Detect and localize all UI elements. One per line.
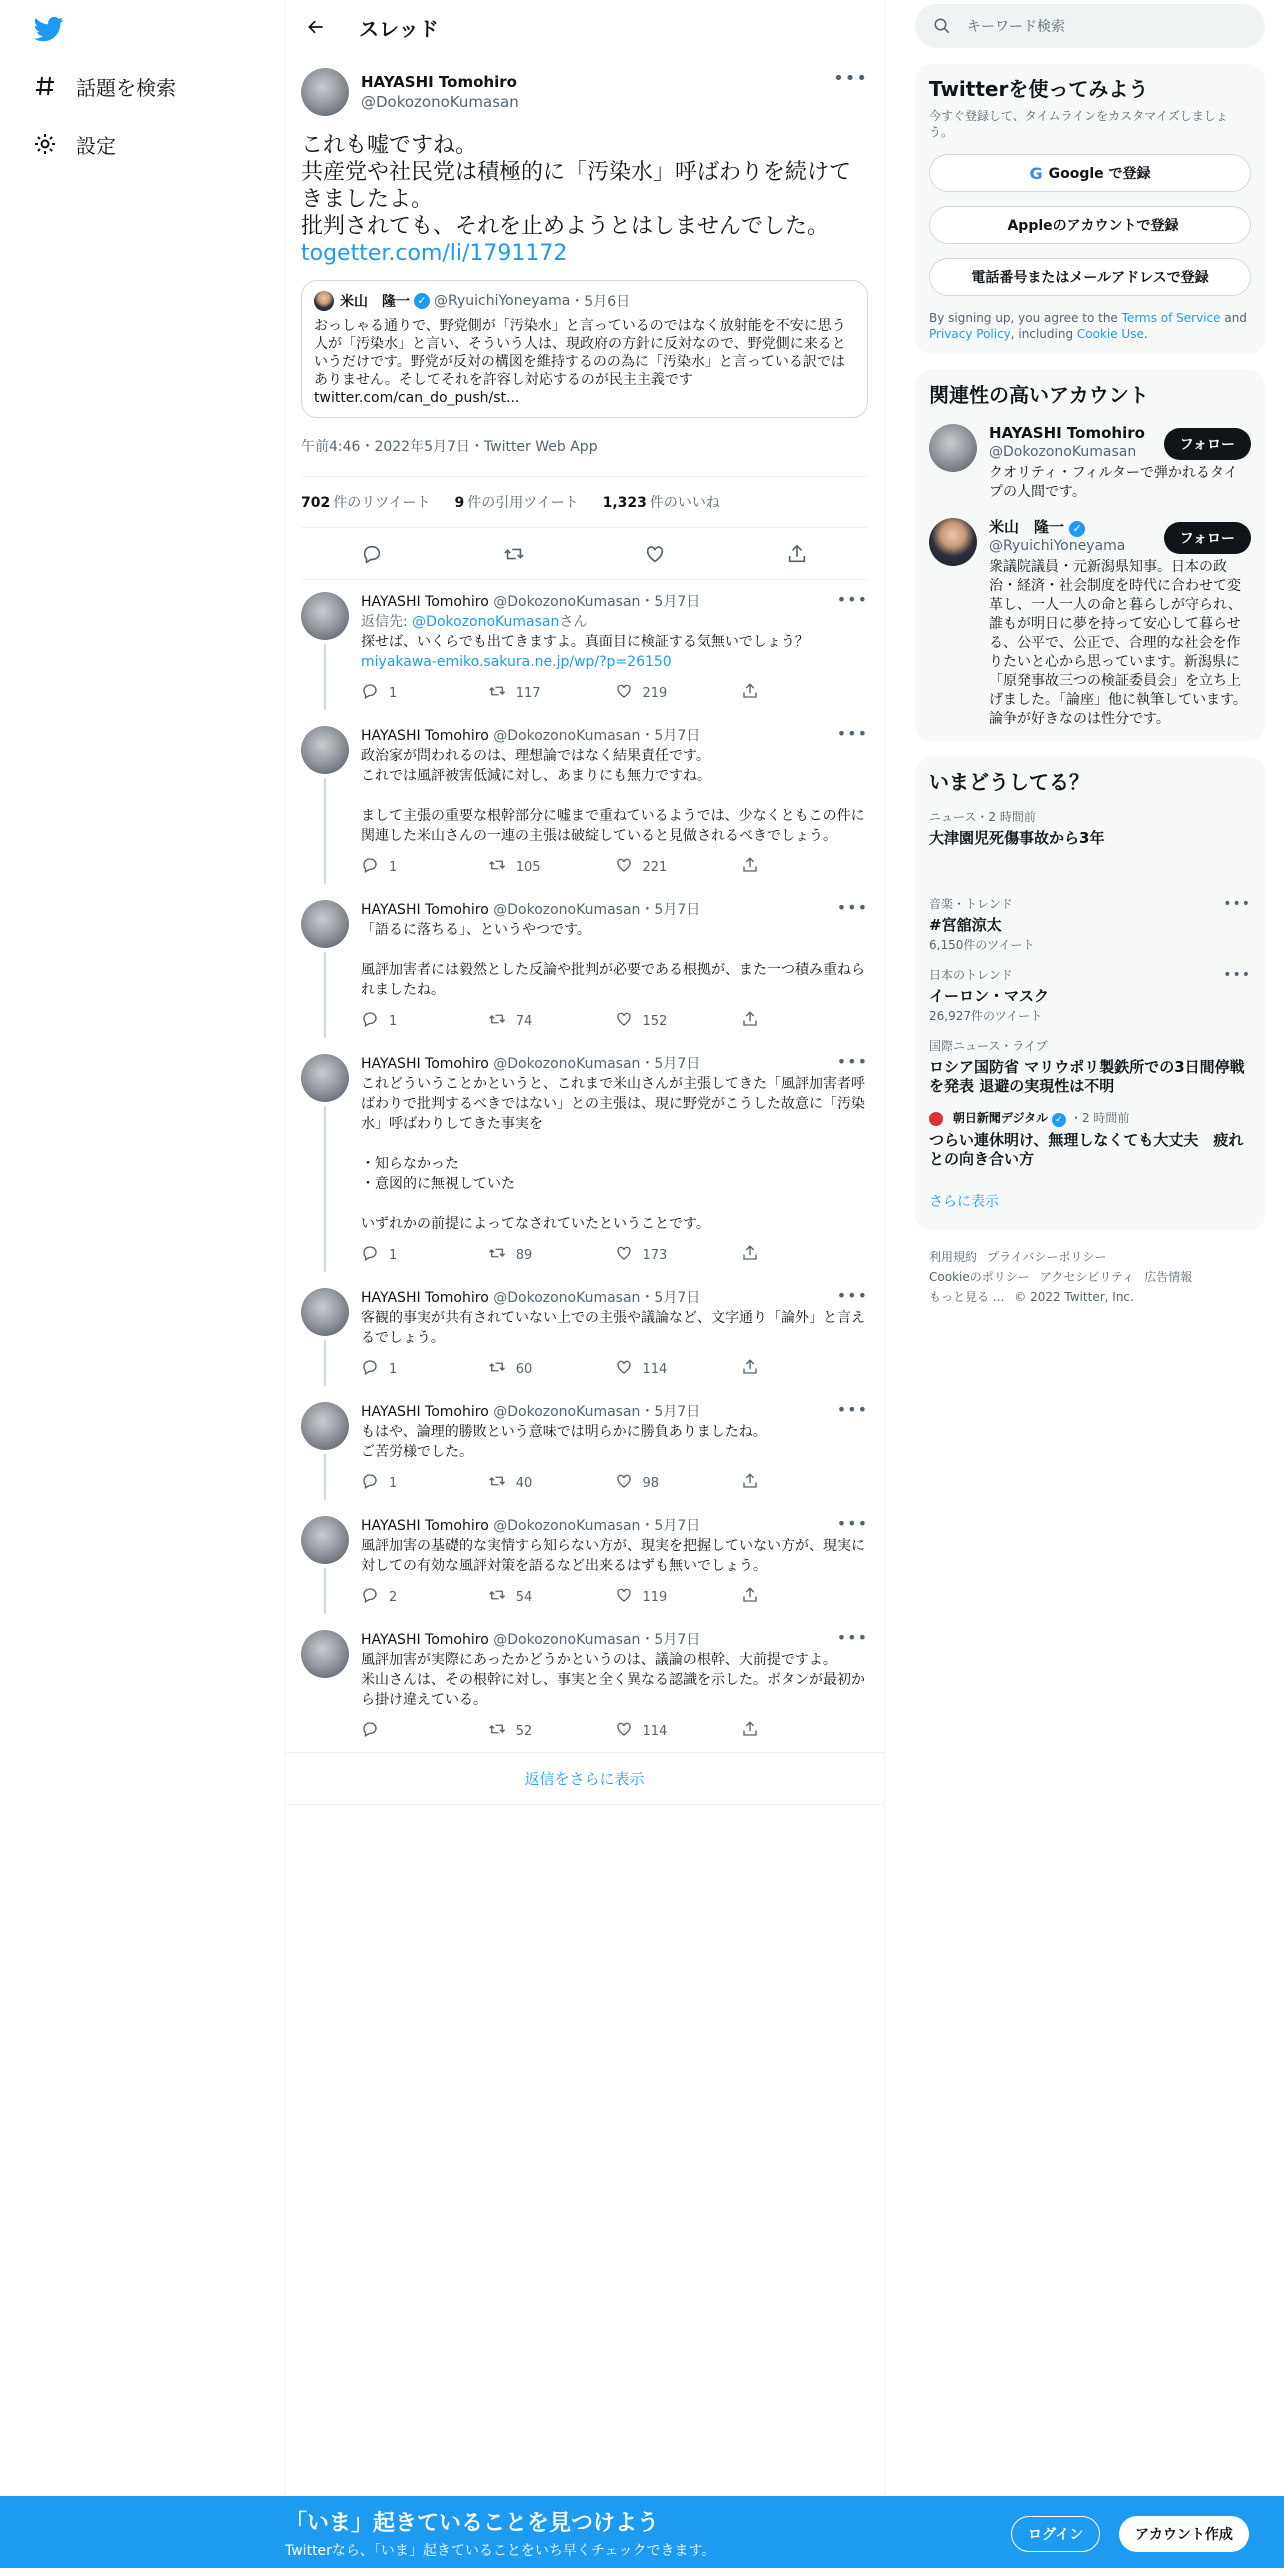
like-count[interactable]: 1,323 件のいいね <box>602 495 720 511</box>
tweet-actions <box>301 528 868 580</box>
google-icon: G <box>1029 163 1043 183</box>
nav-settings-label: 設定 <box>76 133 116 158</box>
like-button[interactable]: 219 <box>615 682 742 707</box>
thread-line <box>324 1568 326 1614</box>
share-icon[interactable] <box>782 539 812 569</box>
related-title: 関連性の高いアカウント <box>929 383 1149 407</box>
reply-tweet[interactable] <box>285 580 884 714</box>
reply-tweet[interactable] <box>285 714 884 888</box>
like-icon <box>615 1244 643 1269</box>
retweet-icon <box>488 682 516 707</box>
trend-item[interactable]: 日本のトレンド イーロン・マスク 26,927件のツイート ••• <box>929 967 1251 1023</box>
more-options-icon[interactable]: ••• <box>1223 896 1251 912</box>
author-name[interactable]: HAYASHI Tomohiro <box>361 1404 489 1420</box>
reply-header <box>361 1054 868 1074</box>
nav-explore[interactable] <box>32 66 176 106</box>
trend-item[interactable]: 朝日新聞デジタル ✓ ・2 時間前 つらい連休明け、無理しなくても大丈夫 疲れとの向き合い方 <box>929 1111 1244 1168</box>
more-options-icon[interactable]: ••• <box>836 1514 868 1533</box>
terms-link[interactable]: Terms of Service <box>1121 311 1221 325</box>
main-column <box>285 0 885 2568</box>
reply-button[interactable]: 2 <box>361 1586 488 1611</box>
trends-title: いまどうしてる？ <box>929 770 1089 794</box>
like-icon <box>615 682 643 707</box>
avatar[interactable] <box>301 726 349 774</box>
reply-header <box>361 1516 868 1536</box>
signup-subtitle: 今すぐ登録して、タイムラインをカスタマイズしましょう。 <box>929 109 1228 139</box>
reply-header <box>361 1288 868 1308</box>
hashtag-icon <box>32 73 58 99</box>
share-button[interactable] <box>741 1358 868 1383</box>
thread-line <box>324 644 326 710</box>
like-button[interactable]: 114 <box>615 1358 742 1383</box>
reply-icon <box>361 1720 389 1745</box>
author-name[interactable]: HAYASHI Tomohiro <box>361 1518 489 1534</box>
share-icon <box>741 1010 769 1035</box>
reply-icon <box>361 1244 389 1269</box>
footer-link[interactable]: アクセシビリティ <box>1039 1270 1135 1284</box>
search-icon <box>933 17 951 35</box>
quoted-avatar <box>314 291 334 311</box>
author-handle-date[interactable]: @DokozonoKumasan・5月7日 <box>493 1632 701 1648</box>
reply-header <box>361 1630 868 1650</box>
retweet-icon <box>488 1358 516 1383</box>
retweet-icon <box>488 1586 516 1611</box>
reply-icon[interactable] <box>357 539 387 569</box>
reply-tweet[interactable] <box>285 1390 884 1504</box>
related-accounts-card <box>915 370 1265 741</box>
privacy-link[interactable]: Privacy Policy <box>929 327 1011 341</box>
tweet-text: 探せば、いくらでも出てきますよ。真面目に検証する気無いでしょう？ <box>361 634 809 650</box>
reply-button[interactable]: 1 <box>361 682 488 707</box>
account-handle[interactable]: @DokozonoKumasan <box>989 444 1137 460</box>
reply-to-handle[interactable]: @DokozonoKumasan <box>412 614 560 630</box>
right-sidebar <box>915 0 1265 1307</box>
author-name[interactable]: HAYASHI Tomohiro <box>361 594 489 610</box>
share-button[interactable] <box>741 1720 868 1745</box>
apple-signup-button[interactable]: Appleのアカウントで登録 <box>929 206 1251 244</box>
share-button[interactable] <box>741 1586 868 1611</box>
author-name[interactable]: HAYASHI Tomohiro <box>361 1632 489 1648</box>
like-button[interactable]: 221 <box>615 856 742 881</box>
share-button[interactable] <box>741 682 868 707</box>
reply-icon <box>361 682 389 707</box>
focused-tweet <box>285 64 884 528</box>
like-icon <box>615 856 643 881</box>
reply-button[interactable]: 1 <box>361 1472 488 1497</box>
retweet-button[interactable]: 74 <box>488 1010 615 1035</box>
reply-tweet[interactable] <box>285 1618 884 1753</box>
reply-button[interactable]: 1 <box>361 1010 488 1035</box>
tweet-text: もはや、論理的勝敗という意味では明らかに勝負ありましたね。 ご苦労様でした。 <box>361 1424 767 1460</box>
login-button[interactable]: ログイン <box>1011 2516 1100 2552</box>
follow-button[interactable]: フォロー <box>1164 428 1251 460</box>
page-title: スレッド <box>359 16 439 41</box>
avatar[interactable] <box>929 424 977 472</box>
more-options-icon[interactable]: ••• <box>836 590 868 609</box>
thread-line <box>324 778 326 884</box>
follow-button[interactable]: フォロー <box>1164 522 1251 554</box>
author-handle-date[interactable]: @DokozonoKumasan・5月7日 <box>493 594 701 610</box>
footer-link[interactable]: 利用規約 <box>929 1250 978 1264</box>
retweet-icon[interactable] <box>499 539 529 569</box>
share-icon <box>741 1358 769 1383</box>
reply-tweet[interactable] <box>285 1042 884 1276</box>
retweet-button[interactable]: 105 <box>488 856 615 881</box>
tweet-text: 客観的事実が共有されていない上での主張や議論など、文字通り「論外」と言えるでしょう。 <box>361 1310 865 1346</box>
more-options-icon[interactable]: ••• <box>836 724 868 743</box>
share-icon <box>741 1244 769 1269</box>
retweet-button[interactable]: 89 <box>488 1244 615 1269</box>
copyright: © 2022 Twitter, Inc. <box>1014 1290 1134 1304</box>
reply-header <box>361 726 868 746</box>
footer-link[interactable]: Cookieのポリシー <box>929 1270 1030 1284</box>
gear-icon <box>32 131 58 157</box>
avatar[interactable] <box>929 518 977 566</box>
share-icon <box>741 1720 769 1745</box>
trend-item[interactable]: 国際ニュース・ライブ ロシア国防省 マリウポリ製鉄所での3日間停戦を発表 退避の実現性は不明 <box>929 1039 1245 1095</box>
more-options-icon[interactable]: ••• <box>836 1628 868 1647</box>
author-handle-date[interactable]: @DokozonoKumasan・5月7日 <box>493 1518 701 1534</box>
reply-tweet[interactable] <box>285 888 884 1042</box>
reply-header <box>361 1402 868 1422</box>
retweet-button[interactable]: 60 <box>488 1358 615 1383</box>
retweet-button[interactable]: 54 <box>488 1586 615 1611</box>
tweet-actions <box>361 678 868 710</box>
source-icon <box>929 1112 943 1126</box>
avatar[interactable] <box>301 1402 349 1450</box>
bottom-signup-bar <box>0 2496 1284 2568</box>
more-options-icon[interactable]: ••• <box>1223 967 1251 983</box>
tweet-actions <box>361 1468 868 1500</box>
reply-tweet[interactable] <box>285 1276 884 1390</box>
reply-header <box>361 900 868 920</box>
tweet-link[interactable]: miyakawa-emiko.sakura.ne.jp/wp/?p=26150 <box>361 654 672 670</box>
replies-list <box>285 580 884 1753</box>
focused-tweet-header <box>301 64 868 120</box>
author-handle-date[interactable]: @DokozonoKumasan・5月7日 <box>493 728 701 744</box>
bottom-bar-subtitle: Twitterなら、「いま」起きていることをいち早くチェックできます。 <box>285 2543 716 2559</box>
bottom-bar-title: 「いま」起きていることを見つけよう <box>285 2511 660 2536</box>
account-handle[interactable]: @RyuichiYoneyama <box>989 538 1126 554</box>
like-icon <box>615 1010 643 1035</box>
trend-item[interactable]: ニュース・2 時間前 大津園児死傷事故から3年 <box>929 810 1105 847</box>
like-icon[interactable] <box>640 539 670 569</box>
like-button[interactable]: 119 <box>615 1586 742 1611</box>
google-signup-button[interactable]: G Google で登録 <box>929 154 1251 192</box>
reply-button[interactable]: 1 <box>361 1244 488 1269</box>
verified-badge-icon: ✓ <box>1069 521 1085 537</box>
share-button[interactable] <box>741 1244 868 1269</box>
account-name[interactable]: HAYASHI Tomohiro <box>989 424 1145 442</box>
retweet-icon <box>488 1472 516 1497</box>
share-button[interactable] <box>741 1472 868 1497</box>
footer-link[interactable]: 広告情報 <box>1144 1270 1193 1284</box>
tweet-actions <box>361 1006 868 1038</box>
author-handle[interactable]: @DokozonoKumasan <box>361 93 519 111</box>
tweet-link[interactable]: togetter.com/li/1791172 <box>301 241 568 266</box>
retweet-count[interactable]: 702 件のリツイート <box>301 495 431 511</box>
share-icon <box>741 1472 769 1497</box>
thread-line <box>324 1106 326 1272</box>
reply-icon <box>361 1472 389 1497</box>
like-button[interactable]: 98 <box>615 1472 742 1497</box>
quoted-tweet[interactable] <box>301 280 868 418</box>
nav-settings[interactable] <box>32 124 116 164</box>
reply-tweet[interactable] <box>285 1504 884 1618</box>
author-name[interactable]: HAYASHI Tomohiro <box>361 728 489 744</box>
share-icon <box>741 682 769 707</box>
more-options-icon[interactable]: ••• <box>833 68 868 89</box>
related-account[interactable] <box>929 424 1251 502</box>
like-icon <box>615 1472 643 1497</box>
signup-button[interactable]: アカウント作成 <box>1119 2516 1249 2552</box>
trends-card <box>915 757 1265 1231</box>
share-button[interactable] <box>741 1010 868 1035</box>
author-name[interactable]: HAYASHI Tomohiro <box>361 902 489 918</box>
retweet-icon <box>488 1720 516 1745</box>
tweet-actions <box>361 1582 868 1614</box>
reply-icon <box>361 1358 389 1383</box>
tweet-text: 風評加害の基礎的な実情すら知らない方が、現実を把握していない方が、現実に対しての有効な風評対策を語るなど出来るはずも無いでしょう。 <box>361 1538 865 1574</box>
related-account[interactable] <box>929 518 1251 729</box>
phone-signup-button[interactable]: 電話番号またはメールアドレスで登録 <box>929 258 1251 296</box>
account-bio: 衆議院議員・元新潟県知事。日本の政治・経済・社会制度を時代に合わせて変革し、一人一人の命と暮らしが守られ、誰もが明日に夢を持って安心して暮らせる、公平で、公正で、合理的な社会を作りたいと心から思っています。新潟県に「原発事故三つの検証委員会」を立ち上げました。「論座」他に執筆しています。論争が好きなのは性分です。 <box>989 559 1247 727</box>
more-options-icon[interactable]: ••• <box>836 1286 868 1305</box>
quoted-author-handle: @RyuichiYoneyama <box>434 293 571 309</box>
reply-button[interactable]: 1 <box>361 856 488 881</box>
show-more-replies-button[interactable]: 返信をさらに表示 <box>285 1753 884 1805</box>
trend-item[interactable]: 音楽・トレンド #宮舘涼太 6,150件のツイート ••• <box>929 896 1251 952</box>
reply-icon <box>361 1010 389 1035</box>
more-options-icon[interactable]: ••• <box>836 1052 868 1071</box>
retweet-button[interactable]: 40 <box>488 1472 615 1497</box>
retweet-icon <box>488 1010 516 1035</box>
retweet-button[interactable]: 52 <box>488 1720 615 1745</box>
retweet-icon <box>488 1244 516 1269</box>
signup-card <box>915 64 1265 354</box>
verified-badge-icon: ✓ <box>414 293 430 309</box>
back-arrow-icon[interactable] <box>301 12 331 42</box>
reply-to-line: 返信先: @DokozonoKumasanさん <box>361 614 588 630</box>
more-options-icon[interactable]: ••• <box>836 898 868 917</box>
reply-button[interactable]: 1 <box>361 1358 488 1383</box>
like-icon <box>615 1586 643 1611</box>
footer-link[interactable]: もっと見る ... <box>929 1290 1005 1304</box>
thread-line <box>324 952 326 1038</box>
like-button[interactable]: 173 <box>615 1244 742 1269</box>
cookie-link[interactable]: Cookie Use <box>1076 327 1144 341</box>
search-box[interactable] <box>915 4 1265 48</box>
avatar[interactable] <box>301 1054 349 1102</box>
author-name[interactable]: HAYASHI Tomohiro <box>361 1290 489 1306</box>
retweet-button[interactable]: 117 <box>488 682 615 707</box>
tweet-text: これも嘘ですね。 共産党や社民党は積極的に「汚染水」呼ばわりを続けてきましたよ。 批判されても、それを止めようとはしませんでした。 <box>301 133 852 239</box>
tweet-text: 政治家が問われるのは、理想論ではなく結果責任です。 これでは風評被害低減に対し、あまりにも無力ですね。 まして主張の重要な根幹部分に嘘まで重ねているようでは、少なくともこの件に関連した米山さんの一連の主張は破綻していると見做されるべきでしょう。 <box>361 748 865 844</box>
quote-count[interactable]: 9 件の引用ツイート <box>454 495 579 511</box>
avatar[interactable] <box>301 592 349 640</box>
tweet-stats <box>301 476 868 528</box>
thread-line <box>324 1340 326 1386</box>
verified-badge-icon: ✓ <box>1052 1113 1066 1127</box>
retweet-icon <box>488 856 516 881</box>
signup-terms: By signing up, you agree to the Terms of Service and Privacy Policy, including Cookie Use. <box>929 311 1247 341</box>
nav-explore-label: 話題を検索 <box>76 75 176 100</box>
like-button[interactable]: 152 <box>615 1010 742 1035</box>
avatar[interactable] <box>301 900 349 948</box>
tweet-text: 「語るに落ちる」、というやつです。 風評加害者には毅然とした反論や批判が必要である根拠が、また一つ積み重ねられましたね。 <box>361 922 865 998</box>
avatar[interactable] <box>301 1288 349 1336</box>
thread-line <box>324 1454 326 1500</box>
share-icon <box>741 856 769 881</box>
thread-header <box>285 0 884 54</box>
twitter-logo-icon[interactable] <box>32 14 66 44</box>
author-name[interactable]: HAYASHI Tomohiro <box>361 1056 489 1072</box>
author-handle-date[interactable]: @DokozonoKumasan・5月7日 <box>493 1290 701 1306</box>
more-options-icon[interactable]: ••• <box>836 1400 868 1419</box>
tweet-actions <box>361 1354 868 1386</box>
tweet-actions <box>361 1716 868 1748</box>
reply-icon <box>361 856 389 881</box>
reply-header <box>361 592 868 612</box>
tweet-text: 風評加害が実際にあったかどうかというのは、議論の根幹、大前提ですよ。 米山さんは、その根幹に対し、事実と全く異なる認識を示した。ボタンが最初から掛け違えている。 <box>361 1652 865 1708</box>
account-name[interactable]: 米山 隆一 ✓ <box>989 518 1251 537</box>
share-icon <box>741 1586 769 1611</box>
reply-button[interactable] <box>361 1720 488 1745</box>
trends-show-more[interactable]: さらに表示 <box>929 1194 999 1210</box>
avatar[interactable] <box>301 68 349 116</box>
quoted-text: おっしゃる通りで、野党側が「汚染水」と言っているのではなく放射能を不安に思う人が「汚染水」と言い、そういう人は、現政府の方針に反対なので、野党側に来るというだけです。野党が反対の構図を維持するのの為に「汚染水」と言っている訳ではありません。そしてそれを許容し対応するのが民主主義です twitter.com/can_do_push/st... <box>314 318 846 406</box>
account-bio: クオリティ・フィルターで弾かれるタイプの人間です。 <box>989 465 1238 500</box>
left-sidebar <box>0 0 285 2568</box>
author-handle-date[interactable]: @DokozonoKumasan・5月7日 <box>493 1404 701 1420</box>
like-icon <box>615 1720 643 1745</box>
author-handle-date[interactable]: @DokozonoKumasan・5月7日 <box>493 902 701 918</box>
avatar[interactable] <box>301 1630 349 1678</box>
tweet-actions <box>361 1240 868 1272</box>
footer-links <box>915 1247 1265 1307</box>
author-handle-date[interactable]: @DokozonoKumasan・5月7日 <box>493 1056 701 1072</box>
signup-title: Twitterを使ってみよう <box>929 77 1149 101</box>
like-button[interactable]: 114 <box>615 1720 742 1745</box>
like-icon <box>615 1358 643 1383</box>
footer-link[interactable]: プライバシーポリシー <box>987 1250 1107 1264</box>
tweet-actions <box>361 852 868 884</box>
quoted-author-name: 米山 隆一 <box>340 294 410 310</box>
avatar[interactable] <box>301 1516 349 1564</box>
share-button[interactable] <box>741 856 868 881</box>
author-name[interactable]: HAYASHI Tomohiro <box>361 73 517 91</box>
tweet-timestamp[interactable]: 午前4:46・2022年5月7日・Twitter Web App <box>301 439 598 455</box>
quoted-date: ・5月6日 <box>570 294 631 310</box>
search-input[interactable]: キーワード検索 <box>967 19 1065 35</box>
reply-icon <box>361 1586 389 1611</box>
tweet-text: これどういうことかというと、これまで米山さんが主張してきた「風評加害者呼ばわりで批判するべきではない」との主張は、現に野党がこうした故意に「汚染水」呼ばわりしてきた事実を ・知らなかった ・意図的に無視していた いずれかの前提によってなされていたということです。 <box>361 1076 865 1232</box>
